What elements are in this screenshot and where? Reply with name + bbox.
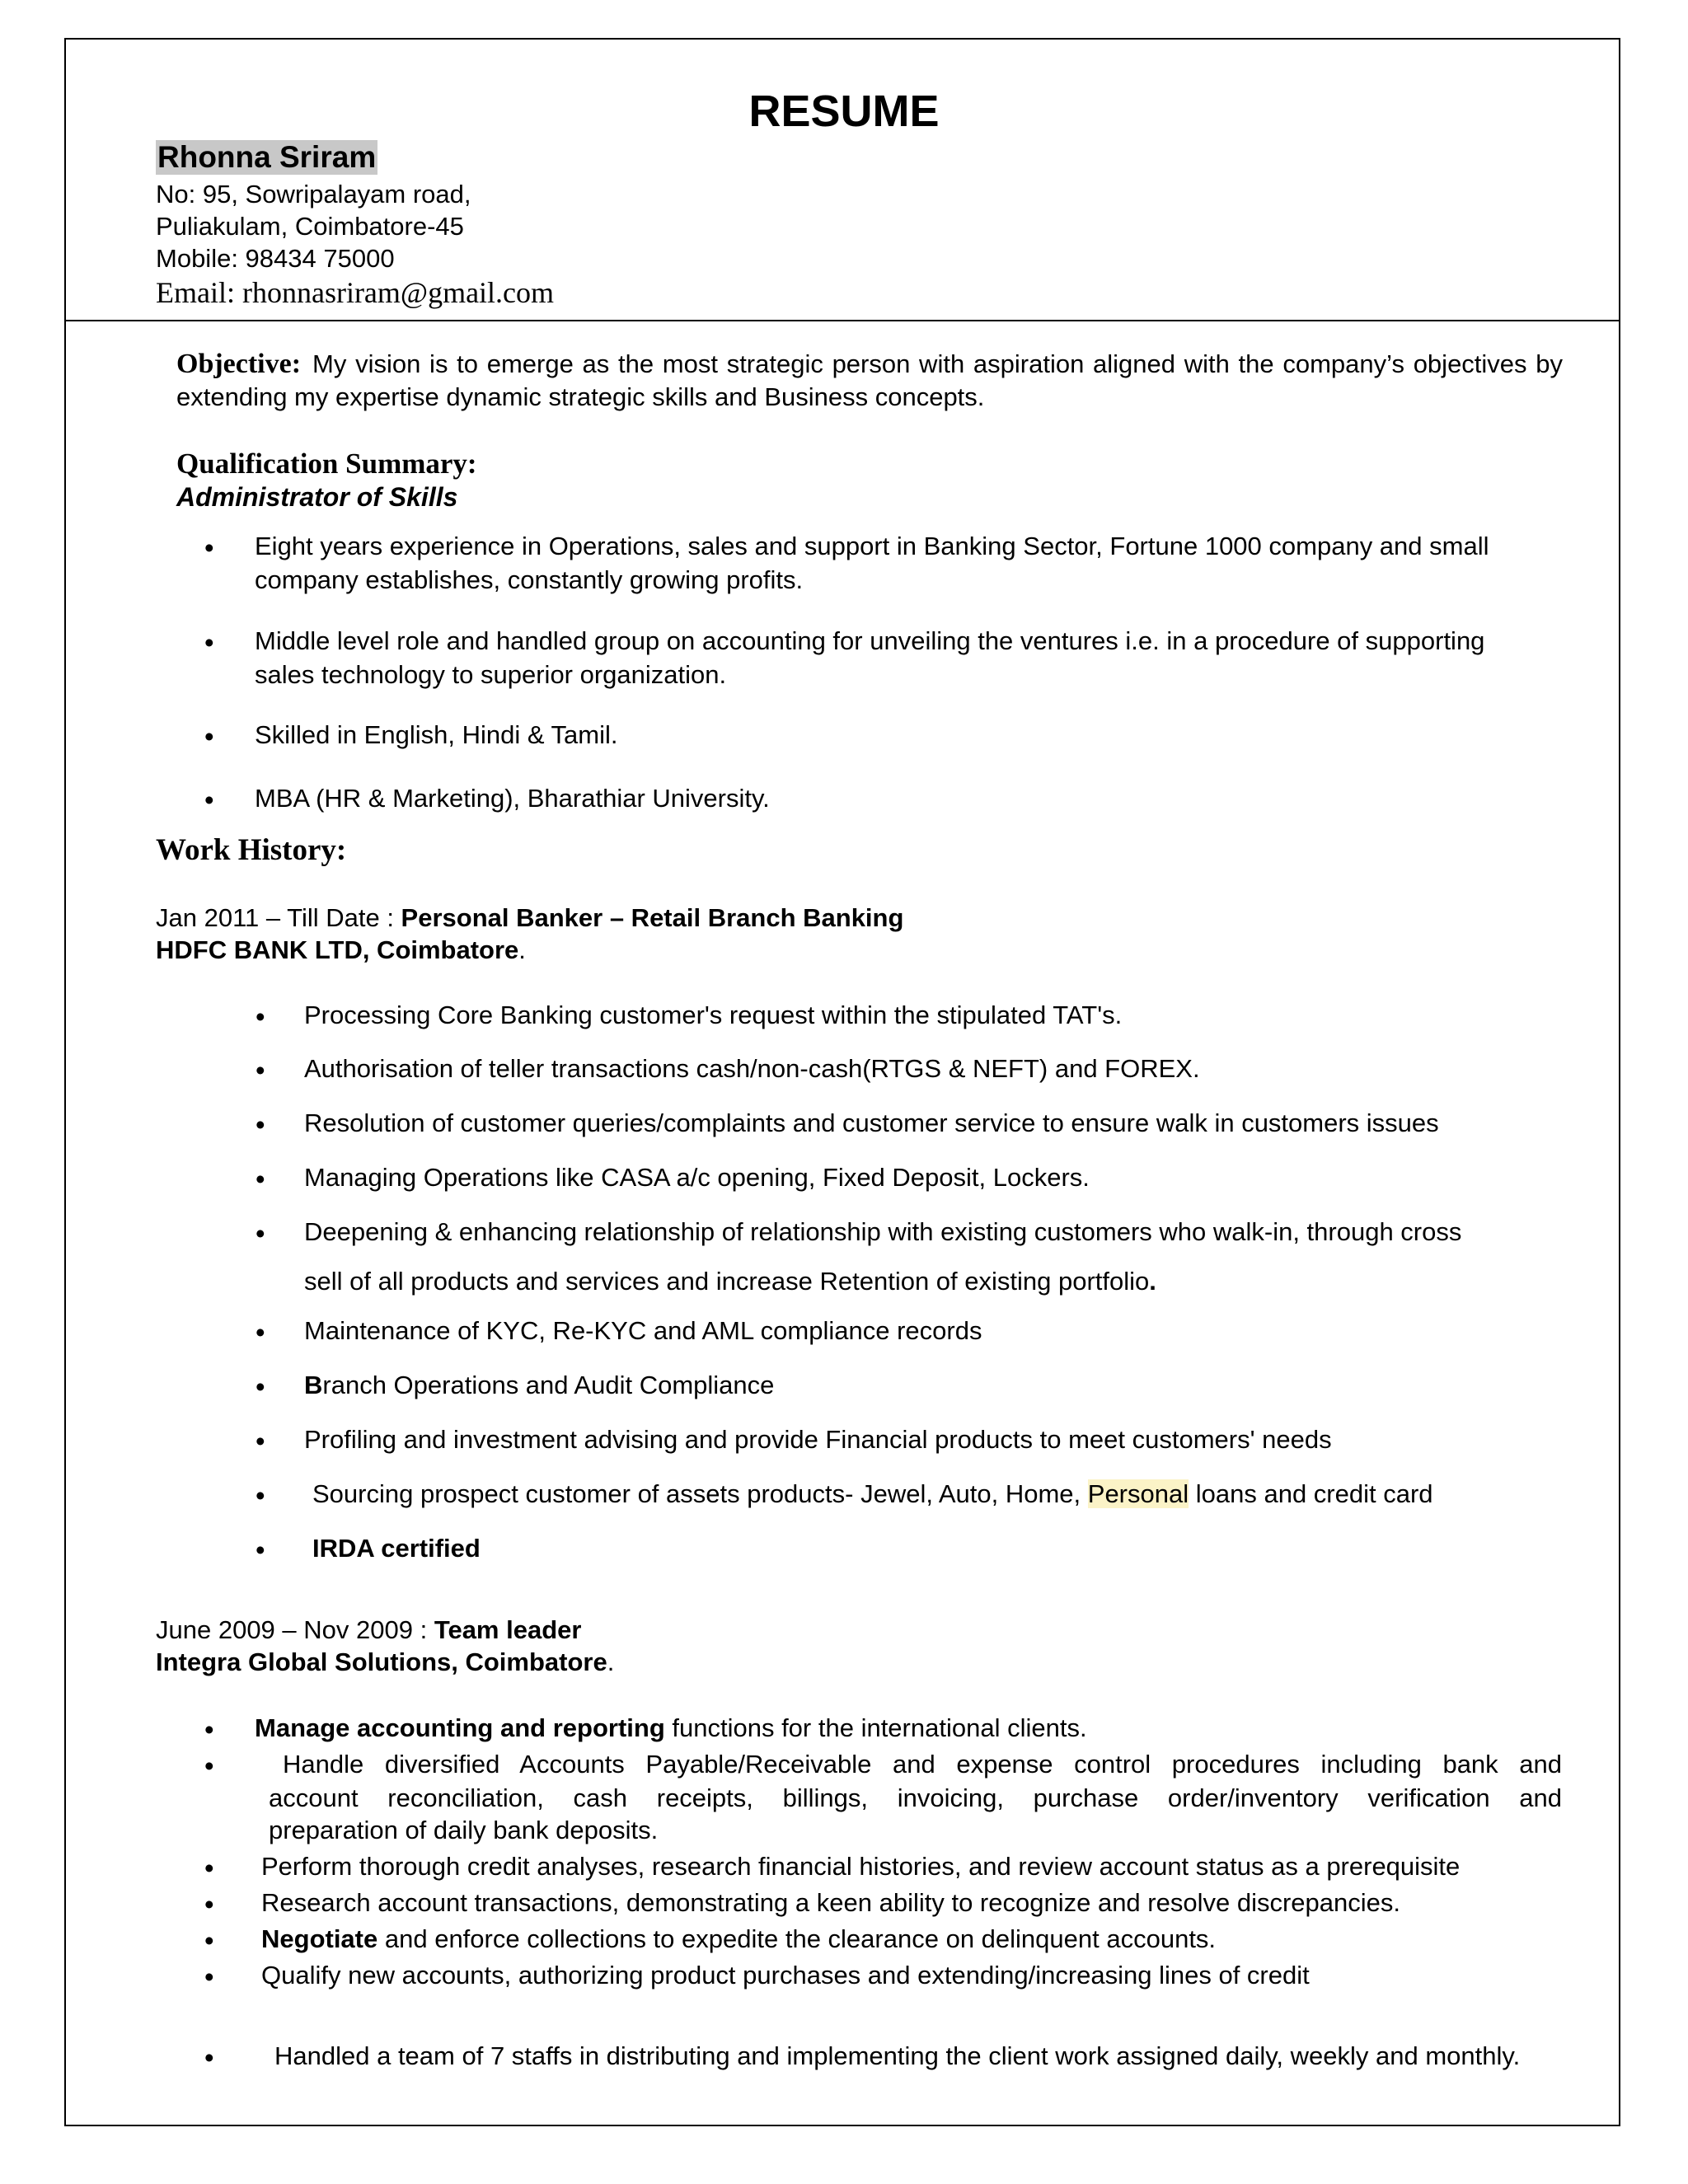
mobile-number: Mobile: 98434 75000 — [156, 244, 395, 273]
job2-item — [261, 1922, 1216, 1956]
bullet-icon: • — [256, 1218, 265, 1249]
bullet-icon: • — [256, 1317, 265, 1347]
bullet-icon: • — [256, 1109, 265, 1140]
address-line-1: No: 95, Sowripalayam road, — [156, 180, 471, 209]
bullet-icon: • — [204, 785, 214, 815]
bullet-icon: • — [204, 627, 214, 658]
job1-item: Managing Operations like CASA a/c opening, Fixed Deposit, Lockers. — [304, 1163, 1090, 1192]
job2-period: June 2009 – Nov 2009 : — [156, 1615, 434, 1644]
job2-item-text: and enforce collections to expedite the clearance on delinquent accounts. — [377, 1924, 1217, 1953]
job2-item-text: functions for the international clients. — [664, 1713, 1087, 1742]
job1-item — [312, 1477, 1433, 1511]
job2-item — [255, 1711, 1087, 1745]
job2-item: Research account transactions, demonstrating a keen ability to recognize and resolve discrepancies. — [261, 1888, 1400, 1917]
job1-company-suffix: . — [518, 935, 526, 964]
job1-item — [304, 1368, 774, 1402]
header-divider — [64, 320, 1620, 321]
bullet-icon: • — [256, 1426, 265, 1456]
email-address: Email: rhonnasriram@gmail.com — [156, 276, 555, 309]
bullet-icon: • — [204, 532, 214, 563]
job2-item: Qualify new accounts, authorizing product purchases and extending/increasing lines of credit — [261, 1961, 1310, 1990]
job1-item: Maintenance of KYC, Re-KYC and AML compliance records — [304, 1316, 982, 1345]
qualification-item: MBA (HR & Marketing), Bharathiar University. — [255, 784, 770, 813]
qualification-heading: Qualification Summary: — [176, 448, 477, 480]
bullet-icon: • — [256, 1480, 265, 1511]
qualification-subheading: Administrator of Skills — [176, 482, 458, 512]
job1-item: IRDA certified — [312, 1534, 481, 1563]
bullet-icon: • — [204, 1925, 214, 1956]
bullet-icon: • — [204, 721, 214, 752]
job1-item: Authorisation of teller transactions cash/non-cash(RTGS & NEFT) and FOREX. — [304, 1054, 1200, 1083]
objective-text: My vision is to emerge as the most strategic person with aspiration aligned with the company’s objectives by extending my expertise dynamic strategic skills and Business concepts. — [176, 349, 1563, 411]
job1-item-text: Sourcing prospect customer of assets products- Jewel, Auto, Home, — [312, 1479, 1088, 1508]
objective-section — [176, 348, 1563, 414]
highlighted-word: Personal — [1087, 1479, 1189, 1508]
work-history-heading: Work History: — [156, 833, 347, 867]
job2-item: Perform thorough credit analyses, research financial histories, and review account status as a prerequisite — [261, 1852, 1461, 1881]
bullet-icon: • — [256, 1164, 265, 1194]
job1-item-initial: B — [304, 1371, 323, 1399]
bullet-icon: • — [256, 1055, 265, 1085]
job2-item: Handled a team of 7 staffs in distributing and implementing the client work assigned daily, weekly and monthly. — [274, 2041, 1521, 2070]
bullet-icon: • — [256, 1535, 265, 1565]
job2-company: Integra Global Solutions, Coimbatore — [156, 1647, 607, 1676]
job1-item: Deepening & enhancing relationship of relationship with existing customers who walk-in, through cross — [304, 1217, 1462, 1246]
bullet-icon: • — [204, 1961, 214, 1992]
job1-company: HDFC BANK LTD, Coimbatore — [156, 935, 519, 964]
job1-item: Profiling and investment advising and provide Financial products to meet customers' needs — [304, 1425, 1332, 1454]
page-title: RESUME — [748, 87, 940, 136]
job2-item-continued: account reconciliation, cash receipts, billings, invoicing, purchase order/inventory verification and — [269, 1783, 1562, 1812]
objective-label: Objective: — [176, 349, 302, 379]
job1-item: Processing Core Banking customer's request within the stipulated TAT's. — [304, 1001, 1123, 1029]
qualification-item: Eight years experience in Operations, sales and support in Banking Sector, Fortune 1000 company and small company establishes, constantly growing profits. — [255, 532, 1489, 594]
job2-company-line — [156, 1647, 614, 1677]
bullet-icon: • — [204, 1853, 214, 1883]
bullet-icon: • — [256, 1001, 265, 1032]
job2-item-continued: preparation of daily bank deposits. — [269, 1816, 659, 1844]
bullet-icon: • — [204, 1889, 214, 1919]
job1-item-continued — [304, 1264, 1156, 1298]
candidate-name: Rhonna Sriram — [157, 140, 377, 174]
job1-title-line — [156, 903, 903, 933]
job1-item-period: . — [1149, 1267, 1156, 1296]
job1-item: Resolution of customer queries/complaints and customer service to ensure walk in customers issues — [304, 1108, 1439, 1137]
address-line-2: Puliakulam, Coimbatore-45 — [156, 212, 464, 241]
job1-item-text: loans and credit card — [1189, 1479, 1433, 1508]
job2-company-suffix: . — [607, 1647, 615, 1676]
bullet-icon: • — [256, 1371, 265, 1402]
job2-role: Team leader — [434, 1615, 582, 1644]
qualification-item: Middle level role and handled group on accounting for unveiling the ventures i.e. in a procedure of supporting sales technology to superior organization. — [255, 626, 1485, 689]
qualification-item: Skilled in English, Hindi & Tamil. — [255, 720, 618, 749]
job2-item-bold: Negotiate — [261, 1924, 378, 1953]
job1-item-text: ranch Operations and Audit Compliance — [322, 1371, 775, 1399]
bullet-icon: • — [204, 1750, 214, 1781]
job2-item: Handle diversified Accounts Payable/Receivable and expense control procedures including bank and — [283, 1750, 1562, 1779]
bullet-icon: • — [204, 2042, 214, 2073]
bullet-icon: • — [204, 1714, 214, 1745]
job1-period: Jan 2011 – Till Date : — [156, 903, 401, 932]
job1-company-line — [156, 935, 526, 965]
job2-item-bold: Manage accounting and reporting — [255, 1713, 665, 1742]
job2-title-line — [156, 1615, 581, 1645]
job1-role: Personal Banker – Retail Branch Banking — [401, 903, 904, 932]
job1-item-text: sell of all products and services and increase Retention of existing portfolio — [304, 1267, 1150, 1296]
